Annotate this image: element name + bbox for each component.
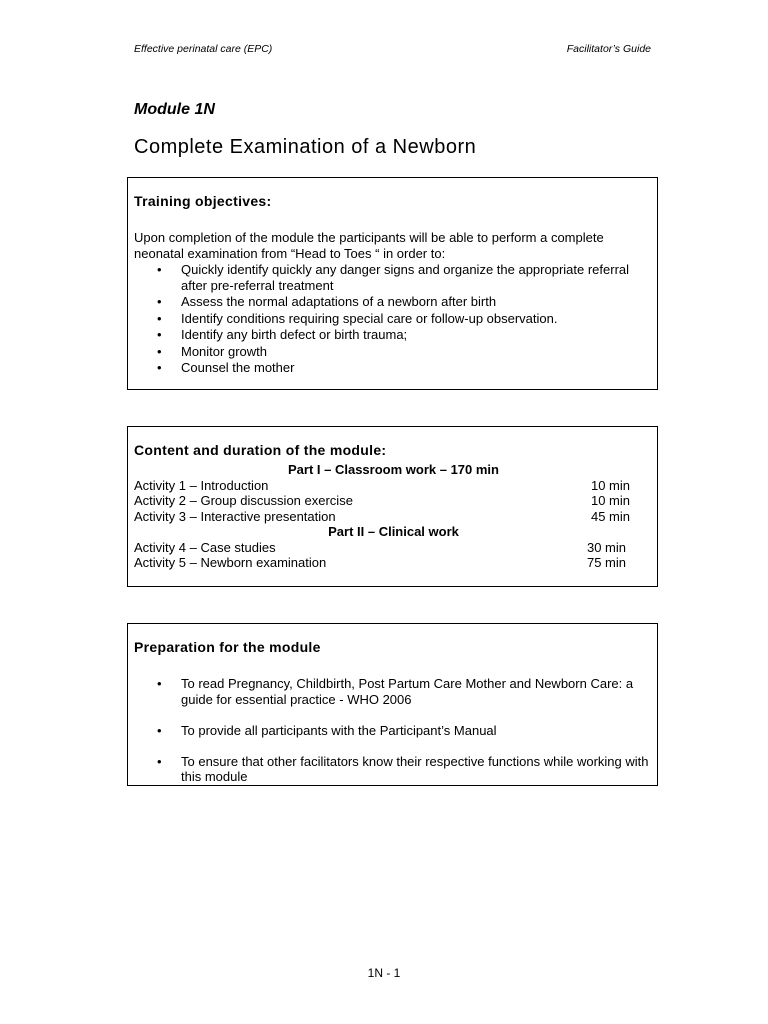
activity-duration: 10 min (590, 478, 630, 493)
activity-row (134, 478, 630, 494)
activity-duration: 75 min (586, 555, 626, 570)
activity-duration: 30 min (586, 540, 626, 555)
training-objectives-heading: Training objectives: (134, 193, 272, 209)
preparation-text: To provide all participants with the Participant’s Manual (181, 722, 497, 738)
content-duration-heading: Content and duration of the module: (134, 442, 387, 458)
preparation-list (134, 676, 654, 800)
activity-row (134, 493, 630, 509)
list-item (134, 344, 654, 360)
bullet-icon: • (157, 676, 162, 691)
list-item (134, 676, 654, 707)
page-title: Complete Examination of a Newborn (134, 136, 477, 158)
activity-duration: 10 min (590, 493, 630, 508)
content-duration-box (127, 426, 658, 587)
bullet-icon: • (157, 360, 162, 375)
activity-duration: 45 min (590, 509, 630, 524)
list-item (134, 294, 654, 310)
part-1-heading: Part I – Classroom work – 170 min (288, 462, 499, 477)
bullet-icon: • (157, 327, 162, 342)
list-item (134, 327, 654, 343)
objectives-list (134, 262, 654, 377)
header-document-title: Effective perinatal care (EPC) (134, 43, 273, 55)
preparation-heading: Preparation for the module (134, 639, 321, 655)
part-2-heading: Part II – Clinical work (328, 524, 459, 539)
bullet-icon: • (157, 310, 162, 326)
preparation-box (127, 623, 658, 786)
activity-row (134, 555, 626, 571)
bullet-icon: • (157, 262, 162, 277)
page-number: 1N - 1 (367, 966, 401, 980)
training-objectives-box (127, 177, 658, 390)
bullet-icon: • (157, 294, 162, 309)
bullet-icon: • (157, 753, 162, 769)
list-item (134, 754, 654, 785)
bullet-icon: • (157, 722, 162, 738)
activity-row (134, 540, 626, 556)
list-item (134, 360, 654, 376)
preparation-text: To ensure that other facilitators know their respective functions while working with this module (181, 753, 649, 784)
activity-name: Activity 5 – Newborn examination (134, 555, 327, 570)
header-guide-label: Facilitator’s Guide (566, 43, 651, 55)
list-item (134, 723, 654, 739)
activity-name: Activity 4 – Case studies (134, 540, 276, 555)
objective-text: Monitor growth (181, 343, 267, 359)
running-header (134, 42, 651, 56)
list-item (134, 262, 654, 293)
objective-text: Counsel the mother (181, 360, 295, 375)
module-label: Module 1N (134, 101, 215, 118)
objectives-intro: Upon completion of the module the participants will be able to perform a complete neonatal examination from “Head to Toes “ in order to: (134, 230, 604, 261)
objective-text: Identify any birth defect or birth trauma; (181, 327, 408, 342)
preparation-text: To read Pregnancy, Childbirth, Post Partum Care Mother and Newborn Care: a guide for essential practice - WHO 2006 (181, 676, 634, 707)
activity-row (134, 509, 630, 525)
activity-name: Activity 1 – Introduction (134, 478, 269, 493)
objective-text: Assess the normal adaptations of a newborn after birth (181, 294, 497, 309)
objective-text: Quickly identify quickly any danger signs and organize the appropriate referral after pre-referral treatment (181, 262, 630, 293)
objective-text: Identify conditions requiring special care or follow-up observation. (181, 310, 558, 326)
activity-name: Activity 3 – Interactive presentation (134, 509, 336, 524)
bullet-icon: • (157, 343, 162, 359)
list-item (134, 311, 654, 327)
activity-name: Activity 2 – Group discussion exercise (134, 493, 353, 508)
